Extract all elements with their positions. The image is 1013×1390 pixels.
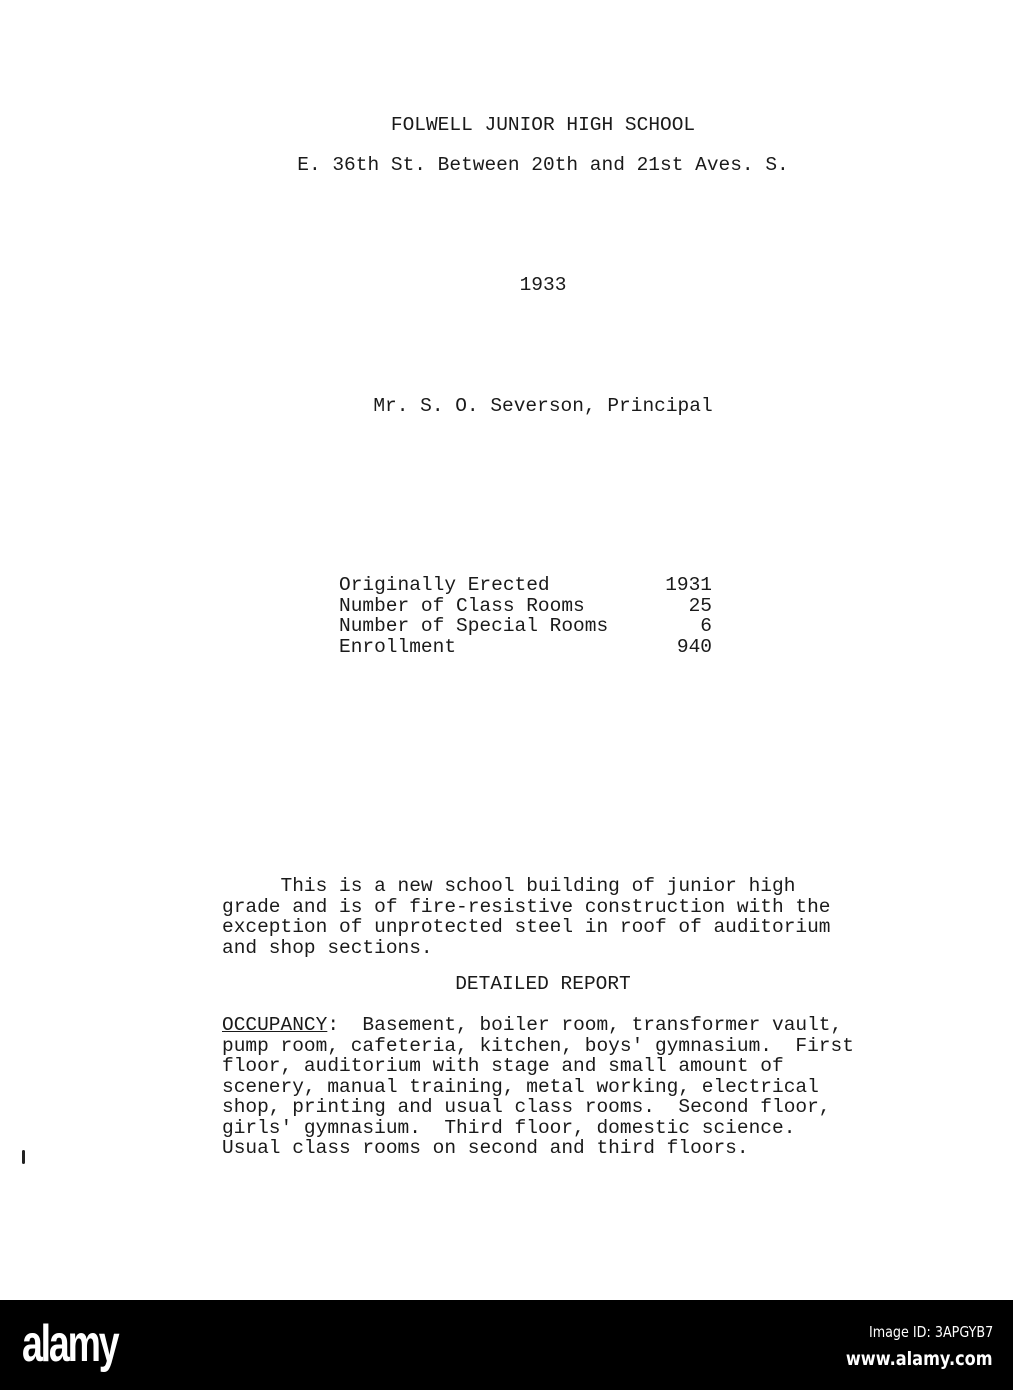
intro-paragraph (222, 876, 831, 958)
occupancy-paragraph (222, 1015, 854, 1159)
text-line: grade and is of fire-resistive construction with the (222, 895, 831, 918)
text-fragment: : Basement, boiler room, transformer vault, (327, 1014, 843, 1036)
fact-value: 25 (688, 594, 712, 617)
occupancy-label: OCCUPANCY (222, 1014, 328, 1036)
report-year: 1933 (519, 274, 567, 296)
alamy-logo: alamy (22, 1315, 118, 1373)
fact-row (339, 637, 712, 658)
fact-row (339, 616, 712, 637)
watermark-url: www.alamy.com (846, 1348, 993, 1370)
fact-label: Number of Special Rooms (339, 615, 609, 637)
image-id: Image ID: 3APGYB7 (868, 1323, 993, 1341)
text-line: This is a new school building of junior high (222, 875, 796, 897)
fact-row (339, 596, 712, 617)
text-line: girls' gymnasium. Third floor, domestic science. (222, 1116, 796, 1139)
text-line: and shop sections. (222, 936, 433, 959)
fact-row (339, 575, 712, 596)
fact-value: 940 (676, 635, 712, 658)
text-line: shop, printing and usual class rooms. Second floor, (222, 1096, 831, 1118)
principal-name: Mr. S. O. Severson, Principal (373, 395, 713, 417)
watermark-banner (0, 1300, 1013, 1390)
text-line: exception of unprotected steel in roof of auditorium (222, 916, 831, 938)
scan-mark (22, 1150, 25, 1164)
text-line: scenery, manual training, metal working, electrical (222, 1075, 819, 1098)
detailed-report-heading: DETAILED REPORT (455, 973, 631, 995)
text-line: Usual class rooms on second and third floors. (222, 1137, 749, 1159)
fact-value: 6 (700, 615, 712, 637)
fact-value: 1931 (665, 574, 712, 596)
text-line: floor, auditorium with stage and small amount of (222, 1055, 784, 1077)
text-line (222, 1015, 854, 1036)
text-line: pump room, cafeteria, kitchen, boys' gymnasium. First (222, 1034, 854, 1057)
fact-label: Number of Class Rooms (339, 594, 585, 617)
school-address: E. 36th St. Between 20th and 21st Aves. S. (297, 154, 789, 176)
fact-label: Originally Erected (339, 574, 550, 596)
school-title: FOLWELL JUNIOR HIGH SCHOOL (390, 114, 696, 136)
fact-label: Enrollment (339, 635, 457, 658)
